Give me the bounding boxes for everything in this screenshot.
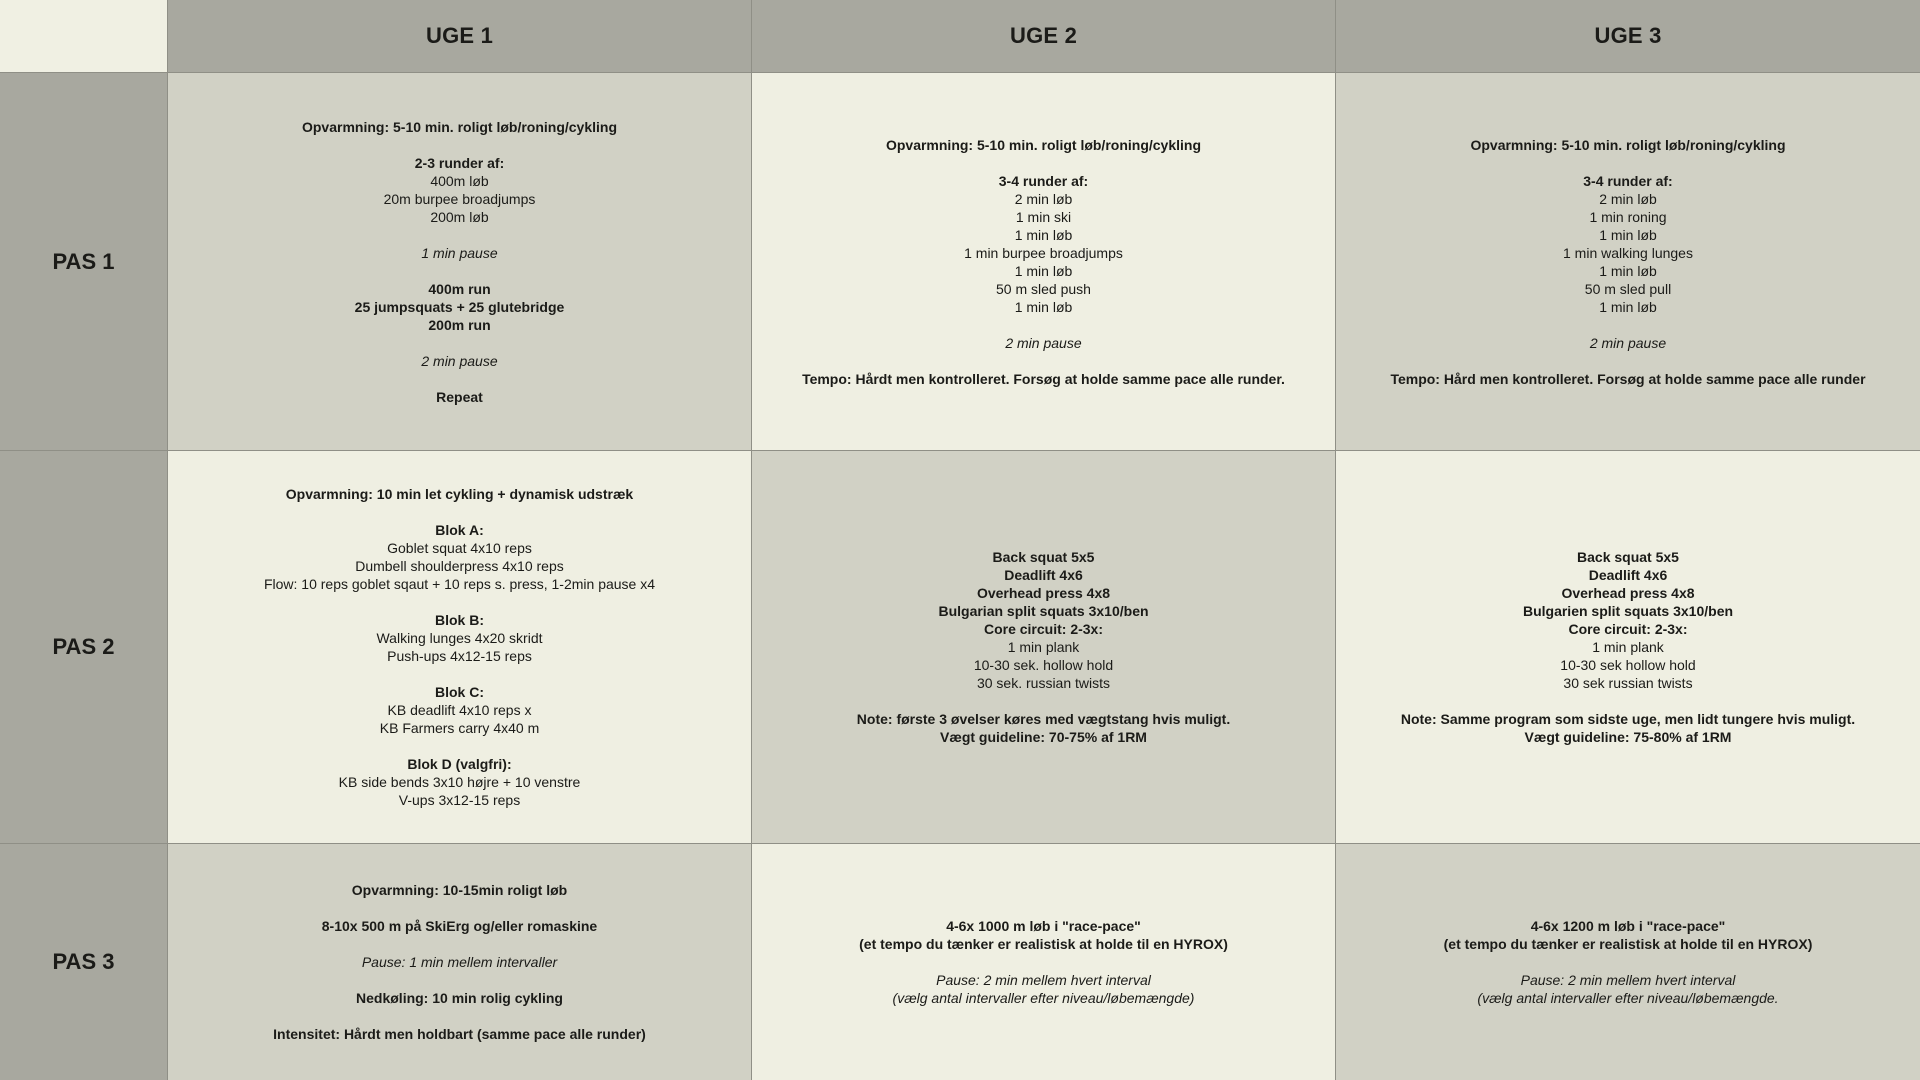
workout-line: 1 min plank bbox=[1592, 639, 1664, 655]
workout-line: Opvarmning: 5-10 min. roligt løb/roning/cykling bbox=[1470, 136, 1786, 153]
workout-line: 1 min løb bbox=[1014, 262, 1073, 279]
workout-line: Intensitet: Hårdt men holdbart (samme pace alle runder) bbox=[273, 1026, 646, 1042]
workout-line: Tempo: Hård men kontrolleret. Forsøg at holde samme pace alle runder bbox=[1390, 370, 1866, 387]
workout-text bbox=[1444, 917, 1813, 1007]
row-header-session-3: PAS 3 bbox=[0, 844, 168, 1080]
spacer-line bbox=[264, 665, 655, 683]
workout-text bbox=[857, 548, 1230, 746]
workout-line: Vægt guideline: 70-75% af 1RM bbox=[940, 729, 1147, 745]
workout-line: Bulgarien split squats 3x10/ben bbox=[1522, 603, 1734, 619]
spacer-line bbox=[302, 370, 617, 388]
spacer-line bbox=[1401, 692, 1855, 710]
workout-text bbox=[264, 485, 655, 809]
workout-line: Back squat 5x5 bbox=[1577, 549, 1679, 565]
workout-text bbox=[302, 118, 617, 406]
workout-line: Bulgarian split squats 3x10/ben bbox=[938, 603, 1149, 619]
column-header-week-2: UGE 2 bbox=[752, 0, 1336, 73]
workout-text bbox=[802, 136, 1285, 388]
workout-line: Note: første 3 øvelser køres med vægtstang hvis muligt. bbox=[856, 711, 1231, 727]
workout-line: KB deadlift 4x10 reps x bbox=[387, 702, 532, 718]
workout-line: 25 jumpsquats + 25 glutebridge bbox=[354, 298, 565, 315]
workout-line: Tempo: Hårdt men kontrolleret. Forsøg at holde samme pace alle runder. bbox=[802, 370, 1285, 387]
workout-line: Note: Samme program som sidste uge, men lidt tungere hvis muligt. bbox=[1400, 711, 1856, 727]
workout-line: 3-4 runder af: bbox=[1583, 172, 1673, 189]
workout-cell-session-2-week-2 bbox=[752, 451, 1336, 844]
spacer-line bbox=[302, 136, 617, 154]
spacer-line bbox=[802, 154, 1285, 172]
workout-line: 10-30 sek hollow hold bbox=[1560, 657, 1696, 673]
workout-line: KB Farmers carry 4x40 m bbox=[379, 720, 540, 736]
workout-line: Opvarmning: 5-10 min. roligt løb/roning/cykling bbox=[301, 118, 618, 135]
workout-line: 3-4 runder af: bbox=[998, 172, 1089, 189]
workout-line: Vægt guideline: 75-80% af 1RM bbox=[1524, 729, 1732, 745]
spacer-line bbox=[264, 503, 655, 521]
workout-line: Pause: 2 min mellem hvert interval bbox=[936, 972, 1151, 988]
workout-line: Blok A: bbox=[435, 522, 484, 538]
spacer-line bbox=[273, 935, 646, 953]
workout-line: Blok B: bbox=[434, 612, 484, 628]
workout-cell-session-1-week-1 bbox=[168, 73, 752, 451]
spacer-line bbox=[1390, 154, 1865, 172]
workout-line: 1 min plank bbox=[1007, 639, 1080, 655]
workout-line: 1 min pause bbox=[421, 244, 498, 261]
spacer-line bbox=[802, 352, 1285, 370]
workout-line: Repeat bbox=[436, 388, 483, 405]
workout-line: (vælg antal intervaller efter niveau/løbemængde. bbox=[1477, 990, 1779, 1006]
workout-line: Opvarmning: 5-10 min. roligt løb/roning/cykling bbox=[885, 136, 1201, 153]
column-header-week-3: UGE 3 bbox=[1336, 0, 1920, 73]
workout-line: Overhead press 4x8 bbox=[976, 585, 1111, 601]
workout-line: 50 m sled push bbox=[996, 280, 1091, 297]
workout-line: 1 min roning bbox=[1589, 208, 1667, 225]
workout-text bbox=[859, 917, 1228, 1007]
workout-line: 1 min løb bbox=[1599, 298, 1657, 315]
workout-line: Walking lunges 4x20 skridt bbox=[376, 630, 543, 646]
workout-line: (vælg antal intervaller efter niveau/løbemængde) bbox=[892, 990, 1195, 1006]
spacer-line bbox=[264, 593, 655, 611]
workout-line: Push-ups 4x12-15 reps bbox=[387, 648, 532, 664]
spacer-line bbox=[802, 316, 1285, 334]
workout-line: 200m run bbox=[428, 316, 491, 333]
spacer-line bbox=[273, 899, 646, 917]
workout-line: 4-6x 1200 m løb i "race-pace" bbox=[1530, 918, 1726, 934]
workout-line: Nedkøling: 10 min rolig cykling bbox=[356, 990, 563, 1006]
workout-line: 2 min løb bbox=[1599, 190, 1657, 207]
workout-line: 4-6x 1000 m løb i "race-pace" bbox=[946, 918, 1141, 934]
spacer-line bbox=[857, 692, 1230, 710]
workout-line: 1 min løb bbox=[1599, 262, 1657, 279]
workout-line: Overhead press 4x8 bbox=[1561, 585, 1695, 601]
workout-line: Core circuit: 2-3x: bbox=[983, 621, 1104, 637]
workout-text bbox=[273, 881, 646, 1043]
workout-line: Blok C: bbox=[434, 684, 484, 700]
spacer-line bbox=[302, 334, 617, 352]
workout-cell-session-3-week-3 bbox=[1336, 844, 1920, 1080]
table-corner bbox=[0, 0, 168, 73]
workout-line: Opvarmning: 10-15min roligt løb bbox=[351, 882, 568, 898]
row-header-session-1: PAS 1 bbox=[0, 73, 168, 451]
workout-line: 400m run bbox=[428, 280, 491, 297]
workout-line: 20m burpee broadjumps bbox=[383, 190, 536, 207]
workout-cell-session-1-week-2 bbox=[752, 73, 1336, 451]
workout-line: (et tempo du tænker er realistisk at holde til en HYROX) bbox=[1443, 936, 1813, 952]
workout-line: 2 min pause bbox=[1589, 334, 1667, 351]
workout-line: Deadlift 4x6 bbox=[1004, 567, 1083, 583]
workout-line: 200m løb bbox=[430, 208, 489, 225]
workout-cell-session-1-week-3 bbox=[1336, 73, 1920, 451]
workout-line: Pause: 2 min mellem hvert interval bbox=[1520, 972, 1736, 988]
workout-line: (et tempo du tænker er realistisk at holde til en HYROX) bbox=[859, 936, 1228, 952]
workout-line: Core circuit: 2-3x: bbox=[1568, 621, 1688, 637]
workout-text bbox=[1401, 548, 1855, 746]
row-header-session-2: PAS 2 bbox=[0, 451, 168, 844]
workout-line: 2-3 runder af: bbox=[414, 154, 505, 171]
workout-cell-session-2-week-1 bbox=[168, 451, 752, 844]
spacer-line bbox=[302, 226, 617, 244]
workout-line: Back squat 5x5 bbox=[992, 549, 1095, 565]
workout-line: 1 min løb bbox=[1599, 226, 1657, 243]
column-header-week-1: UGE 1 bbox=[168, 0, 752, 73]
workout-line: 1 min løb bbox=[1014, 298, 1073, 315]
workout-line: 10-30 sek. hollow hold bbox=[973, 657, 1114, 673]
workout-cell-session-2-week-3 bbox=[1336, 451, 1920, 844]
workout-line: 30 sek russian twists bbox=[1563, 675, 1693, 691]
spacer-line bbox=[1390, 316, 1865, 334]
workout-line: 30 sek. russian twists bbox=[976, 675, 1111, 691]
workout-line: Dumbell shoulderpress 4x10 reps bbox=[355, 558, 564, 574]
workout-line: Blok D (valgfri): bbox=[407, 756, 512, 772]
spacer-line bbox=[859, 953, 1228, 971]
spacer-line bbox=[264, 737, 655, 755]
workout-line: 50 m sled pull bbox=[1584, 280, 1672, 297]
spacer-line bbox=[1444, 953, 1813, 971]
workout-line: 8-10x 500 m på SkiErg og/eller romaskine bbox=[321, 918, 598, 934]
workout-line: 400m løb bbox=[430, 172, 489, 189]
workout-line: 2 min løb bbox=[1014, 190, 1073, 207]
workout-line: 1 min burpee broadjumps bbox=[964, 244, 1123, 261]
spacer-line bbox=[302, 262, 617, 280]
workout-line: 1 min ski bbox=[1015, 208, 1072, 225]
workout-line: Deadlift 4x6 bbox=[1588, 567, 1668, 583]
workout-line: 1 min løb bbox=[1014, 226, 1073, 243]
workout-line: Opvarmning: 10 min let cykling + dynamisk udstræk bbox=[285, 486, 634, 502]
spacer-line bbox=[1390, 352, 1865, 370]
workout-line: Goblet squat 4x10 reps bbox=[387, 540, 532, 556]
workout-line: V-ups 3x12-15 reps bbox=[398, 792, 521, 808]
workout-line: 2 min pause bbox=[421, 352, 498, 369]
workout-line: Flow: 10 reps goblet sqaut + 10 reps s. press, 1-2min pause x4 bbox=[263, 576, 656, 592]
workout-cell-session-3-week-1 bbox=[168, 844, 752, 1080]
spacer-line bbox=[273, 1007, 646, 1025]
workout-line: 1 min walking lunges bbox=[1563, 244, 1693, 261]
workout-line: 2 min pause bbox=[1005, 334, 1082, 351]
workout-text bbox=[1390, 136, 1865, 388]
spacer-line bbox=[273, 971, 646, 989]
workout-line: Pause: 1 min mellem intervaller bbox=[361, 954, 558, 970]
workout-line: KB side bends 3x10 højre + 10 venstre bbox=[338, 774, 581, 790]
workout-cell-session-3-week-2 bbox=[752, 844, 1336, 1080]
